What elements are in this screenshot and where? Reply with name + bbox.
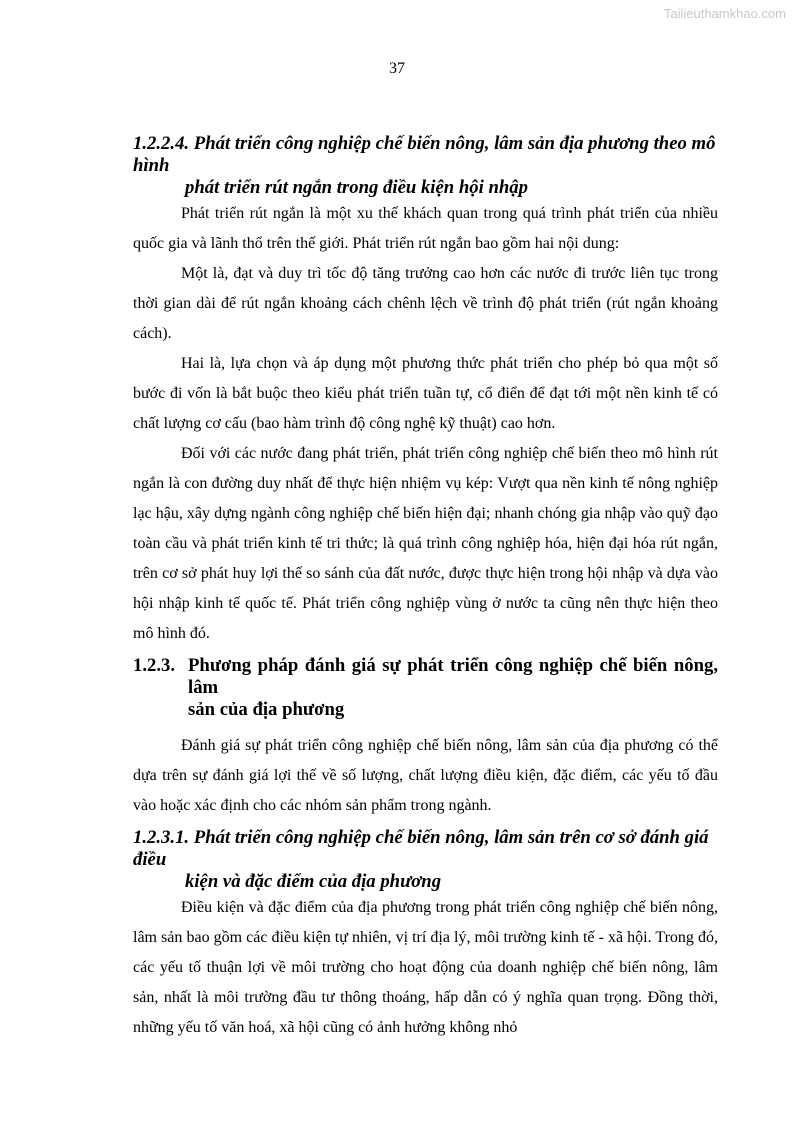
paragraph: Điều kiện và đặc điểm của địa phương trong phát triển công nghiệp chế biến nông, lâm sản bao gồm các điều kiện tự nhiên, vị trí địa lý, môi trường kinh tế - xã hội. Trong đó, các yếu tố thuận lợi về môi trường cho hoạt động của doanh nghiệp chế biến nông, lâm sản, nhất là môi trường đầu tư thông thoáng, hấp dẫn có ý nghĩa quan trọng. Đồng thời, những yếu tố văn hoá, xã hội cũng có ảnh hưởng không nhỏ: [133, 899, 718, 1036]
heading-line: 1.2.2.4. Phát triển công nghiệp chế biến nông, lâm sản địa phương theo mô hình: [133, 133, 716, 176]
page-body: [133, 133, 718, 1043]
heading-line: kiện và đặc điểm của địa phương: [185, 871, 442, 892]
heading-line: phát triển rút ngắn trong điều kiện hội nhập: [185, 177, 529, 198]
heading-line: 1.2.3.1. Phát triển công nghiệp chế biến nông, lâm sản trên cơ sở đánh giá điều: [133, 827, 709, 870]
page-number: 37: [389, 60, 405, 77]
heading-number: 1.2.3.: [133, 655, 176, 676]
heading-line: sản của địa phương: [188, 699, 345, 720]
heading-line: Phương pháp đánh giá sự phát triển công nghiệp chế biến nông, lâm: [188, 655, 718, 698]
paragraph: Đánh giá sự phát triển công nghiệp chế biến nông, lâm sản của địa phương có thể dựa trên sự đánh giá lợi thế về số lượng, chất lượng điều kiện, đặc điểm, các yếu tố đầu vào hoặc xác định cho các nhóm sản phẩm trong ngành.: [133, 737, 718, 814]
paragraph: Đối với các nước đang phát triển, phát triển công nghiệp chế biến theo mô hình rút ngắn là con đường duy nhất để thực hiện nhiệm vụ kép: Vượt qua nền kinh tế nông nghiệp lạc hậu, xây dựng ngành công nghiệp chế biến hiện đại; nhanh chóng gia nhập vào quỹ đạo toàn cầu và phát triển kinh tế tri thức; là quá trình công nghiệp hóa, hiện đại hóa rút ngắn, trên cơ sở phát huy lợi thế so sánh của đất nước, được thực hiện trong hội nhập và dựa vào hội nhập kinh tế quốc tế. Phát triển công nghiệp vùng ở nước ta cũng nên thực hiện theo mô hình đó.: [133, 445, 718, 642]
heading-1-2-3: [133, 655, 718, 721]
paragraph: Một là, đạt và duy trì tốc độ tăng trưởng cao hơn các nước đi trước liên tục trong thời gian dài để rút ngắn khoảng cách chênh lệch về trình độ phát triển (rút ngắn khoảng cách).: [133, 265, 718, 342]
heading-1-2-3-1: [133, 827, 718, 893]
watermark: Tailieuthamkhao.com: [663, 6, 786, 21]
paragraph: Hai là, lựa chọn và áp dụng một phương thức phát triển cho phép bỏ qua một số bước đi vốn là bắt buộc theo kiểu phát triển tuần tự, cổ điển để đạt tới một nền kinh tế có chất lượng cơ cấu (bao hàm trình độ công nghệ kỹ thuật) cao hơn.: [133, 355, 718, 432]
heading-1-2-2-4: [133, 133, 718, 199]
paragraph: Phát triển rút ngắn là một xu thế khách quan trong quá trình phát triển của nhiều quốc gia và lãnh thổ trên thế giới. Phát triển rút ngắn bao gồm hai nội dung:: [133, 205, 718, 252]
